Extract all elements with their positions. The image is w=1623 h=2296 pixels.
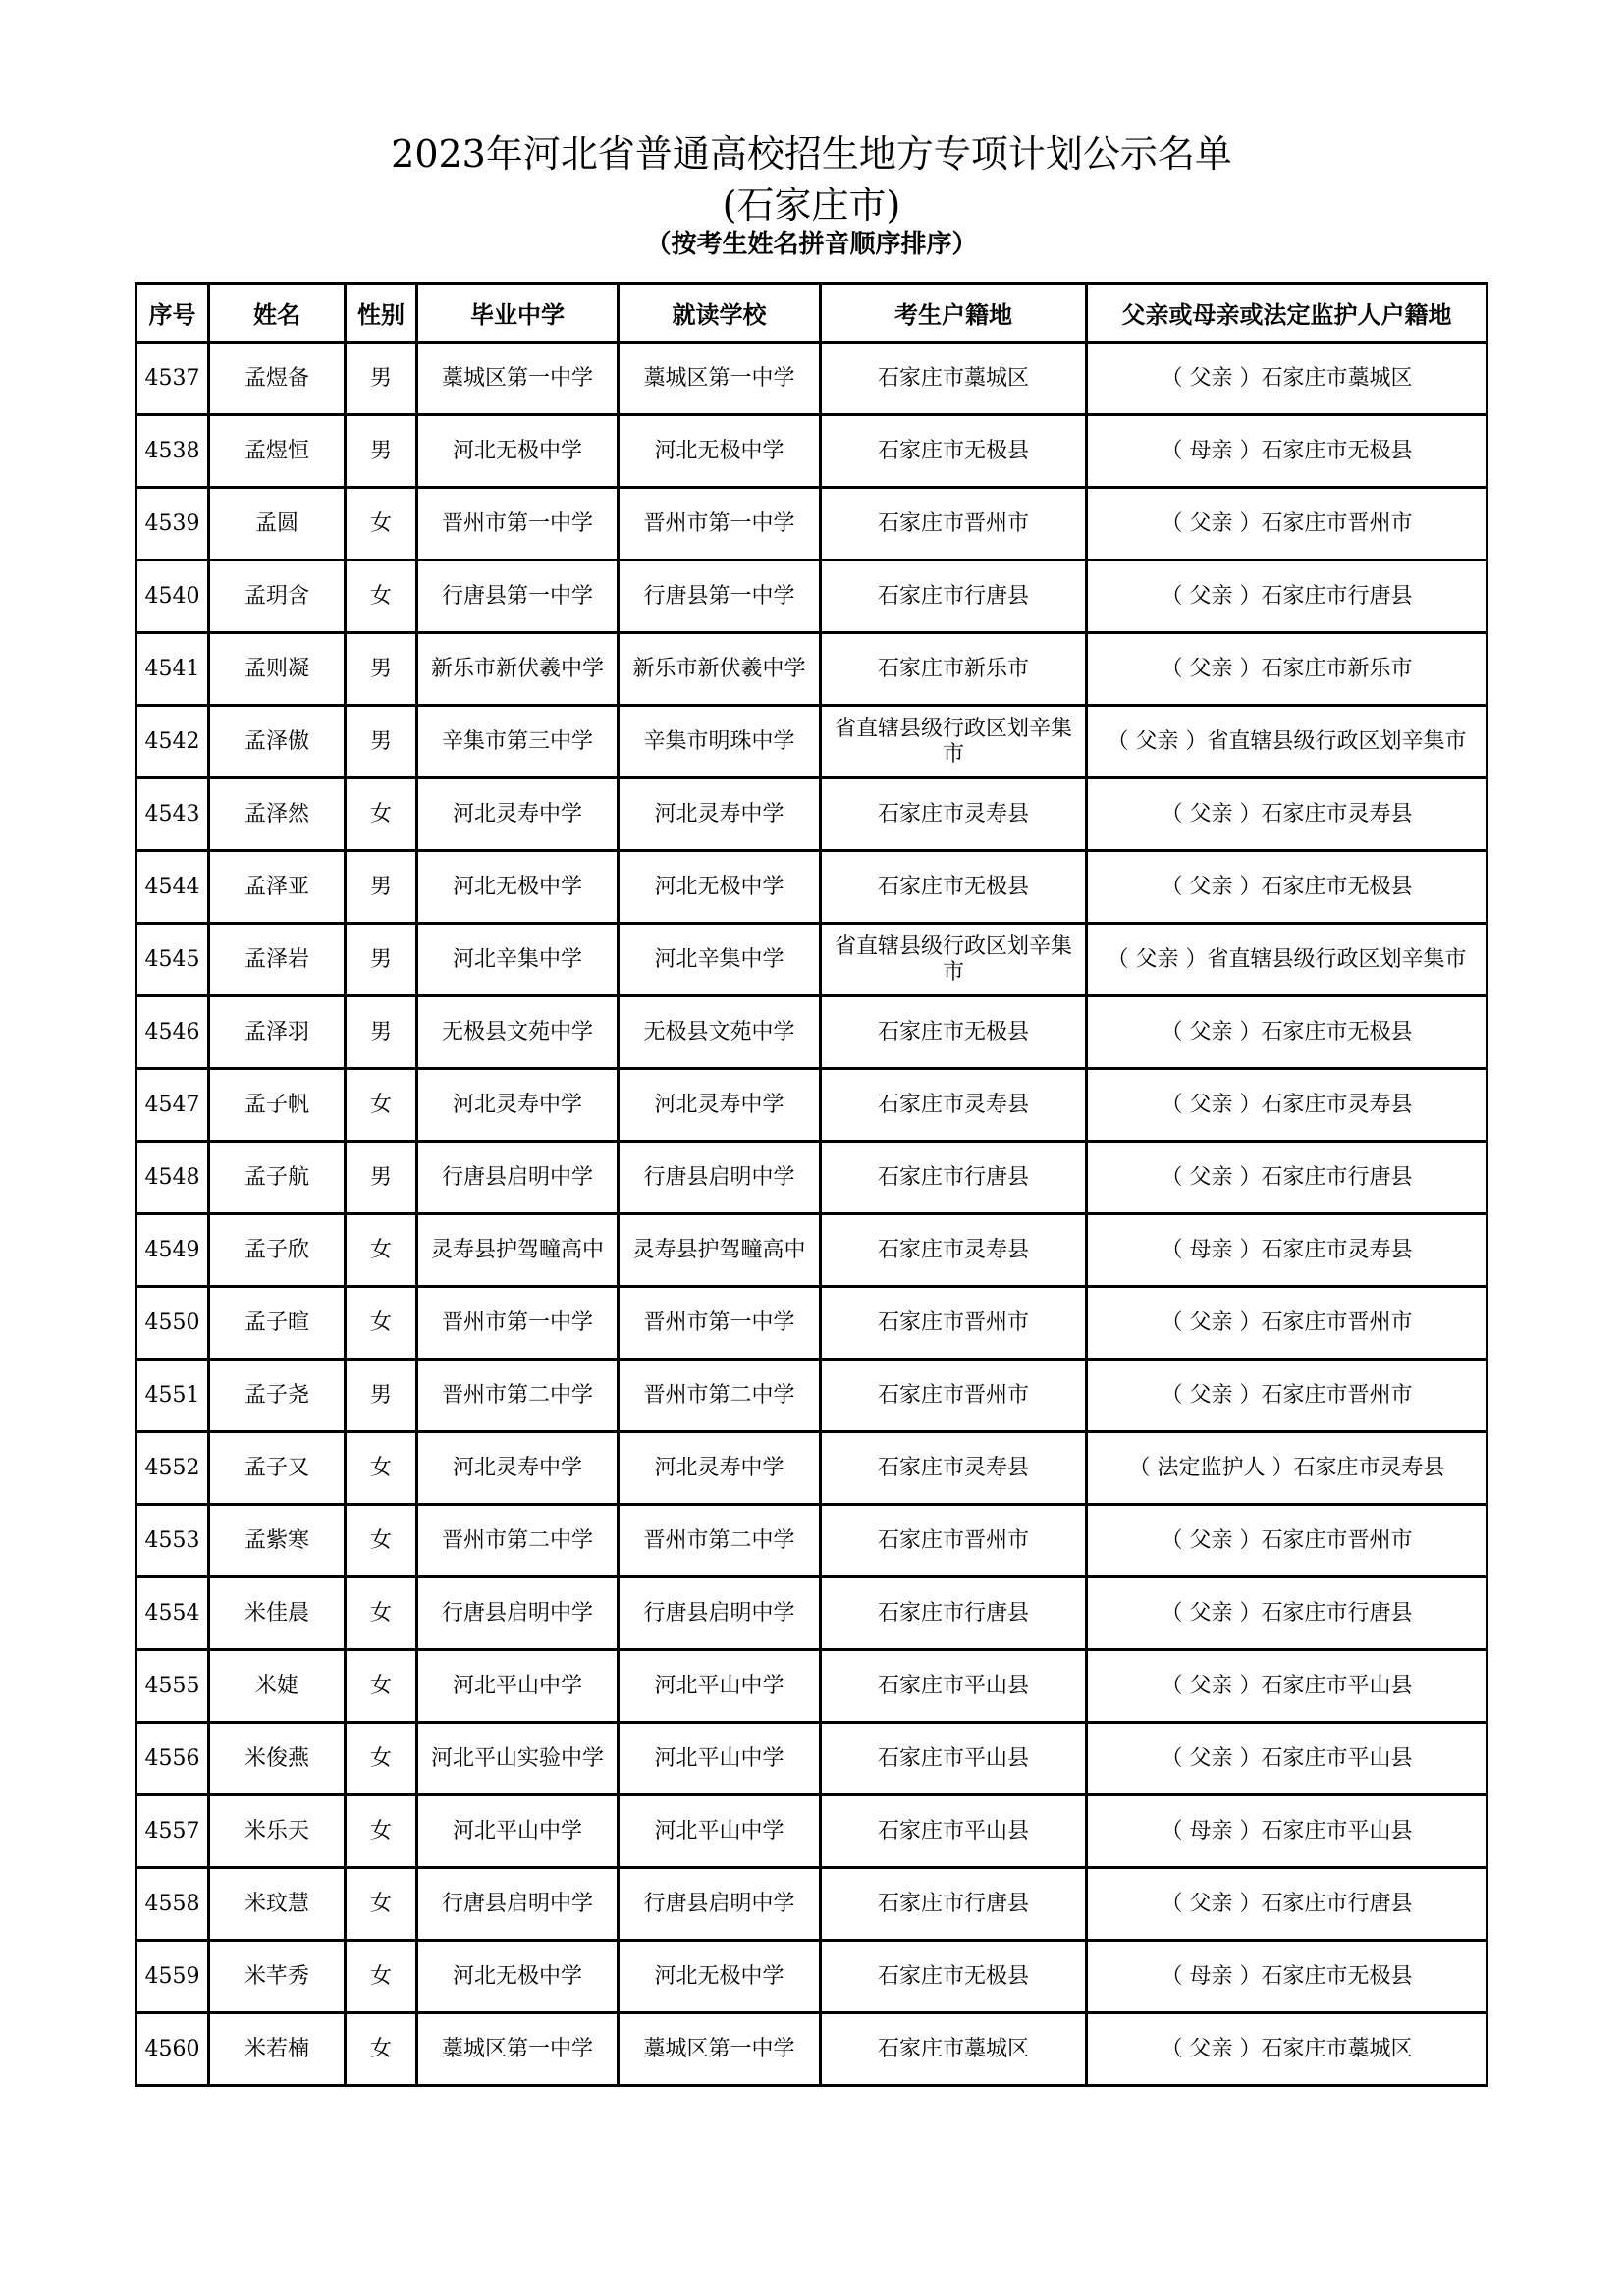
cell-no: 4552 bbox=[136, 1432, 209, 1505]
document-subtitle: (石家庄市) bbox=[722, 184, 901, 227]
table-row bbox=[136, 996, 1488, 1069]
table-row bbox=[136, 1650, 1488, 1723]
cell-current-school: 河北辛集中学 bbox=[619, 924, 821, 996]
cell-gender: 男 bbox=[346, 343, 417, 415]
cell-grad-school: 无极县文苑中学 bbox=[417, 996, 619, 1069]
cell-current-school: 晋州市第一中学 bbox=[619, 488, 821, 561]
cell-gender: 女 bbox=[346, 1650, 417, 1723]
cell-hukou: 省直辖县级行政区划辛集市 bbox=[821, 924, 1087, 996]
cell-grad-school: 藁城区第一中学 bbox=[417, 343, 619, 415]
cell-name: 米玟慧 bbox=[209, 1868, 346, 1941]
cell-no: 4558 bbox=[136, 1868, 209, 1941]
cell-current-school: 行唐县启明中学 bbox=[619, 1577, 821, 1650]
table-row bbox=[136, 924, 1488, 996]
cell-guardian-hukou: （ 父亲 ）石家庄市藁城区 bbox=[1087, 343, 1488, 415]
cell-name: 米若楠 bbox=[209, 2013, 346, 2086]
cell-no: 4551 bbox=[136, 1360, 209, 1432]
cell-hukou: 石家庄市行唐县 bbox=[821, 1577, 1087, 1650]
cell-name: 孟子又 bbox=[209, 1432, 346, 1505]
cell-guardian-hukou: （ 父亲 ）石家庄市晋州市 bbox=[1087, 488, 1488, 561]
cell-current-school: 河北平山中学 bbox=[619, 1650, 821, 1723]
document-title: 2023年河北省普通高校招生地方专项计划公示名单 bbox=[391, 133, 1232, 176]
cell-guardian-hukou: （ 父亲 ）石家庄市藁城区 bbox=[1087, 2013, 1488, 2086]
cell-current-school: 灵寿县护驾疃高中 bbox=[619, 1214, 821, 1287]
cell-no: 4538 bbox=[136, 415, 209, 488]
cell-hukou: 石家庄市灵寿县 bbox=[821, 1069, 1087, 1142]
cell-hukou: 石家庄市无极县 bbox=[821, 851, 1087, 924]
cell-gender: 男 bbox=[346, 633, 417, 706]
cell-guardian-hukou: （ 父亲 ）石家庄市行唐县 bbox=[1087, 1868, 1488, 1941]
cell-no: 4560 bbox=[136, 2013, 209, 2086]
cell-name: 米乐天 bbox=[209, 1795, 346, 1868]
cell-grad-school: 河北无极中学 bbox=[417, 851, 619, 924]
cell-guardian-hukou: （ 父亲 ）石家庄市平山县 bbox=[1087, 1723, 1488, 1795]
table-row bbox=[136, 415, 1488, 488]
cell-grad-school: 河北平山中学 bbox=[417, 1650, 619, 1723]
cell-hukou: 石家庄市晋州市 bbox=[821, 488, 1087, 561]
cell-no: 4542 bbox=[136, 706, 209, 778]
cell-hukou: 石家庄市灵寿县 bbox=[821, 778, 1087, 851]
cell-grad-school: 河北灵寿中学 bbox=[417, 1432, 619, 1505]
cell-gender: 女 bbox=[346, 2013, 417, 2086]
cell-name: 孟则凝 bbox=[209, 633, 346, 706]
cell-gender: 女 bbox=[346, 1795, 417, 1868]
cell-gender: 女 bbox=[346, 1432, 417, 1505]
table-row bbox=[136, 1941, 1488, 2013]
cell-guardian-hukou: （ 母亲 ）石家庄市无极县 bbox=[1087, 1941, 1488, 2013]
cell-guardian-hukou: （ 父亲 ）石家庄市新乐市 bbox=[1087, 633, 1488, 706]
cell-grad-school: 河北灵寿中学 bbox=[417, 1069, 619, 1142]
cell-hukou: 石家庄市晋州市 bbox=[821, 1505, 1087, 1577]
cell-hukou: 石家庄市行唐县 bbox=[821, 1142, 1087, 1214]
cell-current-school: 藁城区第一中学 bbox=[619, 2013, 821, 2086]
cell-grad-school: 藁城区第一中学 bbox=[417, 2013, 619, 2086]
cell-no: 4546 bbox=[136, 996, 209, 1069]
table-row bbox=[136, 343, 1488, 415]
header-gender: 性别 bbox=[346, 284, 417, 343]
cell-no: 4555 bbox=[136, 1650, 209, 1723]
cell-gender: 女 bbox=[346, 1505, 417, 1577]
cell-no: 4553 bbox=[136, 1505, 209, 1577]
cell-name: 孟泽然 bbox=[209, 778, 346, 851]
cell-current-school: 河北灵寿中学 bbox=[619, 778, 821, 851]
cell-current-school: 行唐县启明中学 bbox=[619, 1868, 821, 1941]
cell-current-school: 河北灵寿中学 bbox=[619, 1069, 821, 1142]
table-row bbox=[136, 561, 1488, 633]
cell-grad-school: 行唐县第一中学 bbox=[417, 561, 619, 633]
cell-guardian-hukou: （ 父亲 ）石家庄市行唐县 bbox=[1087, 1142, 1488, 1214]
cell-guardian-hukou: （ 父亲 ）石家庄市无极县 bbox=[1087, 851, 1488, 924]
cell-name: 孟煜备 bbox=[209, 343, 346, 415]
cell-hukou: 石家庄市平山县 bbox=[821, 1650, 1087, 1723]
cell-guardian-hukou: （ 父亲 ）石家庄市无极县 bbox=[1087, 996, 1488, 1069]
cell-guardian-hukou: （ 父亲 ）石家庄市行唐县 bbox=[1087, 1577, 1488, 1650]
cell-gender: 女 bbox=[346, 1868, 417, 1941]
table-row bbox=[136, 1577, 1488, 1650]
cell-no: 4540 bbox=[136, 561, 209, 633]
cell-grad-school: 晋州市第一中学 bbox=[417, 488, 619, 561]
cell-guardian-hukou: （ 父亲 ）石家庄市晋州市 bbox=[1087, 1505, 1488, 1577]
table-row bbox=[136, 1723, 1488, 1795]
cell-name: 孟玥含 bbox=[209, 561, 346, 633]
cell-grad-school: 行唐县启明中学 bbox=[417, 1142, 619, 1214]
cell-hukou: 石家庄市藁城区 bbox=[821, 2013, 1087, 2086]
table-row bbox=[136, 1868, 1488, 1941]
table-row bbox=[136, 1287, 1488, 1360]
cell-hukou: 石家庄市藁城区 bbox=[821, 343, 1087, 415]
cell-current-school: 河北平山中学 bbox=[619, 1723, 821, 1795]
cell-no: 4549 bbox=[136, 1214, 209, 1287]
cell-grad-school: 河北平山实验中学 bbox=[417, 1723, 619, 1795]
table-row bbox=[136, 778, 1488, 851]
cell-no: 4550 bbox=[136, 1287, 209, 1360]
cell-grad-school: 行唐县启明中学 bbox=[417, 1868, 619, 1941]
header-guardian-hukou: 父亲或母亲或法定监护人户籍地 bbox=[1087, 284, 1488, 343]
cell-current-school: 河北平山中学 bbox=[619, 1795, 821, 1868]
cell-hukou: 石家庄市无极县 bbox=[821, 415, 1087, 488]
cell-hukou: 石家庄市平山县 bbox=[821, 1795, 1087, 1868]
cell-guardian-hukou: （ 父亲 ）石家庄市平山县 bbox=[1087, 1650, 1488, 1723]
cell-guardian-hukou: （ 父亲 ）石家庄市晋州市 bbox=[1087, 1287, 1488, 1360]
table-row bbox=[136, 633, 1488, 706]
table-row bbox=[136, 1505, 1488, 1577]
cell-grad-school: 河北无极中学 bbox=[417, 1941, 619, 2013]
cell-no: 4541 bbox=[136, 633, 209, 706]
cell-name: 孟紫寒 bbox=[209, 1505, 346, 1577]
table-row bbox=[136, 1432, 1488, 1505]
cell-name: 米俊燕 bbox=[209, 1723, 346, 1795]
cell-current-school: 晋州市第二中学 bbox=[619, 1505, 821, 1577]
cell-name: 孟圆 bbox=[209, 488, 346, 561]
cell-current-school: 河北无极中学 bbox=[619, 1941, 821, 2013]
cell-guardian-hukou: （ 父亲 ）石家庄市灵寿县 bbox=[1087, 778, 1488, 851]
cell-current-school: 河北无极中学 bbox=[619, 415, 821, 488]
cell-name: 孟子暄 bbox=[209, 1287, 346, 1360]
cell-name: 米婕 bbox=[209, 1650, 346, 1723]
cell-hukou: 石家庄市灵寿县 bbox=[821, 1432, 1087, 1505]
cell-gender: 女 bbox=[346, 561, 417, 633]
table-row bbox=[136, 2013, 1488, 2086]
table-row bbox=[136, 488, 1488, 561]
cell-name: 孟煜恒 bbox=[209, 415, 346, 488]
cell-name: 孟泽羽 bbox=[209, 996, 346, 1069]
cell-gender: 女 bbox=[346, 1577, 417, 1650]
cell-guardian-hukou: （ 父亲 ）石家庄市晋州市 bbox=[1087, 1360, 1488, 1432]
cell-no: 4544 bbox=[136, 851, 209, 924]
header-name: 姓名 bbox=[209, 284, 346, 343]
cell-current-school: 藁城区第一中学 bbox=[619, 343, 821, 415]
table-row bbox=[136, 1142, 1488, 1214]
cell-guardian-hukou: （ 父亲 ）石家庄市行唐县 bbox=[1087, 561, 1488, 633]
header-current-school: 就读学校 bbox=[619, 284, 821, 343]
cell-current-school: 新乐市新伏羲中学 bbox=[619, 633, 821, 706]
cell-name: 孟子帆 bbox=[209, 1069, 346, 1142]
cell-gender: 女 bbox=[346, 1287, 417, 1360]
cell-grad-school: 晋州市第二中学 bbox=[417, 1505, 619, 1577]
cell-hukou: 石家庄市无极县 bbox=[821, 996, 1087, 1069]
cell-no: 4537 bbox=[136, 343, 209, 415]
cell-grad-school: 河北平山中学 bbox=[417, 1795, 619, 1868]
cell-grad-school: 行唐县启明中学 bbox=[417, 1577, 619, 1650]
cell-hukou: 省直辖县级行政区划辛集市 bbox=[821, 706, 1087, 778]
cell-hukou: 石家庄市新乐市 bbox=[821, 633, 1087, 706]
cell-guardian-hukou: （ 母亲 ）石家庄市无极县 bbox=[1087, 415, 1488, 488]
cell-grad-school: 晋州市第一中学 bbox=[417, 1287, 619, 1360]
cell-name: 孟子航 bbox=[209, 1142, 346, 1214]
cell-grad-school: 河北辛集中学 bbox=[417, 924, 619, 996]
sort-note: （按考生姓名拼音顺序排序） bbox=[645, 230, 978, 259]
cell-guardian-hukou: （ 法定监护人 ）石家庄市灵寿县 bbox=[1087, 1432, 1488, 1505]
cell-grad-school: 灵寿县护驾疃高中 bbox=[417, 1214, 619, 1287]
cell-no: 4539 bbox=[136, 488, 209, 561]
cell-hukou: 石家庄市无极县 bbox=[821, 1941, 1087, 2013]
cell-gender: 女 bbox=[346, 778, 417, 851]
cell-name: 孟子欣 bbox=[209, 1214, 346, 1287]
cell-no: 4548 bbox=[136, 1142, 209, 1214]
cell-grad-school: 辛集市第三中学 bbox=[417, 706, 619, 778]
cell-grad-school: 河北灵寿中学 bbox=[417, 778, 619, 851]
cell-current-school: 晋州市第二中学 bbox=[619, 1360, 821, 1432]
table-row bbox=[136, 1360, 1488, 1432]
cell-grad-school: 晋州市第二中学 bbox=[417, 1360, 619, 1432]
cell-gender: 女 bbox=[346, 1069, 417, 1142]
cell-gender: 男 bbox=[346, 924, 417, 996]
cell-name: 米芊秀 bbox=[209, 1941, 346, 2013]
cell-no: 4556 bbox=[136, 1723, 209, 1795]
cell-gender: 男 bbox=[346, 1360, 417, 1432]
cell-hukou: 石家庄市行唐县 bbox=[821, 561, 1087, 633]
cell-guardian-hukou: （ 父亲 ）石家庄市灵寿县 bbox=[1087, 1069, 1488, 1142]
cell-current-school: 河北灵寿中学 bbox=[619, 1432, 821, 1505]
cell-name: 孟子尧 bbox=[209, 1360, 346, 1432]
cell-gender: 女 bbox=[346, 1214, 417, 1287]
header-row bbox=[136, 284, 1488, 343]
cell-name: 米佳晨 bbox=[209, 1577, 346, 1650]
cell-no: 4543 bbox=[136, 778, 209, 851]
cell-grad-school: 新乐市新伏羲中学 bbox=[417, 633, 619, 706]
header-no: 序号 bbox=[136, 284, 209, 343]
cell-grad-school: 河北无极中学 bbox=[417, 415, 619, 488]
table-row bbox=[136, 851, 1488, 924]
cell-guardian-hukou: （ 父亲 ）省直辖县级行政区划辛集市 bbox=[1087, 706, 1488, 778]
cell-hukou: 石家庄市晋州市 bbox=[821, 1360, 1087, 1432]
cell-gender: 男 bbox=[346, 996, 417, 1069]
cell-current-school: 行唐县第一中学 bbox=[619, 561, 821, 633]
cell-gender: 男 bbox=[346, 1142, 417, 1214]
cell-current-school: 晋州市第一中学 bbox=[619, 1287, 821, 1360]
cell-guardian-hukou: （ 母亲 ）石家庄市灵寿县 bbox=[1087, 1214, 1488, 1287]
cell-gender: 男 bbox=[346, 706, 417, 778]
cell-guardian-hukou: （ 父亲 ）省直辖县级行政区划辛集市 bbox=[1087, 924, 1488, 996]
cell-current-school: 无极县文苑中学 bbox=[619, 996, 821, 1069]
cell-gender: 男 bbox=[346, 415, 417, 488]
cell-name: 孟泽岩 bbox=[209, 924, 346, 996]
cell-name: 孟泽亚 bbox=[209, 851, 346, 924]
cell-no: 4554 bbox=[136, 1577, 209, 1650]
header-grad-school: 毕业中学 bbox=[417, 284, 619, 343]
table-row bbox=[136, 706, 1488, 778]
cell-hukou: 石家庄市灵寿县 bbox=[821, 1214, 1087, 1287]
cell-no: 4545 bbox=[136, 924, 209, 996]
cell-guardian-hukou: （ 母亲 ）石家庄市平山县 bbox=[1087, 1795, 1488, 1868]
cell-gender: 女 bbox=[346, 1723, 417, 1795]
cell-hukou: 石家庄市平山县 bbox=[821, 1723, 1087, 1795]
cell-no: 4559 bbox=[136, 1941, 209, 2013]
cell-gender: 女 bbox=[346, 488, 417, 561]
cell-current-school: 河北无极中学 bbox=[619, 851, 821, 924]
roster-table bbox=[135, 282, 1488, 2087]
header-hukou: 考生户籍地 bbox=[821, 284, 1087, 343]
cell-hukou: 石家庄市晋州市 bbox=[821, 1287, 1087, 1360]
cell-no: 4557 bbox=[136, 1795, 209, 1868]
cell-current-school: 辛集市明珠中学 bbox=[619, 706, 821, 778]
table-row bbox=[136, 1795, 1488, 1868]
cell-gender: 男 bbox=[346, 851, 417, 924]
cell-gender: 女 bbox=[346, 1941, 417, 2013]
cell-no: 4547 bbox=[136, 1069, 209, 1142]
cell-name: 孟泽傲 bbox=[209, 706, 346, 778]
cell-current-school: 行唐县启明中学 bbox=[619, 1142, 821, 1214]
table-row bbox=[136, 1069, 1488, 1142]
table-row bbox=[136, 1214, 1488, 1287]
cell-hukou: 石家庄市行唐县 bbox=[821, 1868, 1087, 1941]
